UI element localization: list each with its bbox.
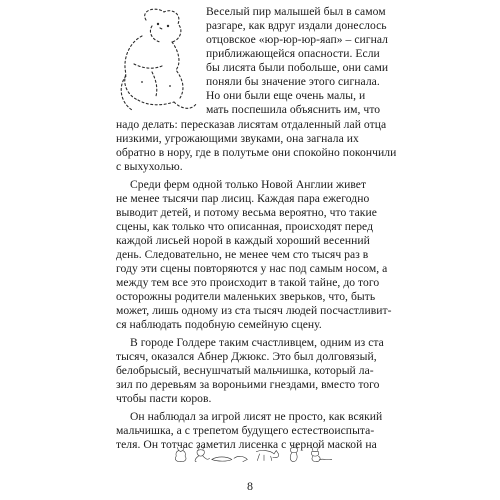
- text-line: осторожны родители маленьких зверьков, что, быть: [116, 290, 376, 303]
- text-line: белобрысый, веснушчатый мальчишка, который ла-: [116, 364, 374, 377]
- text-line: В городе Голдере таким счастливцем, одним из ста: [130, 336, 384, 349]
- fox-sketch-illustration: [112, 6, 202, 118]
- text-line: разгаре, как вдруг издали донеслось: [206, 19, 387, 32]
- text-line: с выхухолью.: [116, 160, 183, 173]
- text-line: поняли бы значение этого сигнала.: [206, 75, 380, 88]
- text-line: чтобы пасти коров.: [116, 392, 212, 405]
- text-line: сцены, как только что описанная, происходят перед: [116, 220, 374, 233]
- text-line: между тем все это происходит в такой тайне, до того: [116, 276, 380, 289]
- text-line: низкими, угрожающими звуками, она загнала их: [116, 132, 359, 145]
- text-line: году эти сцены повторяются у нас под самым носом, а: [116, 262, 388, 275]
- text-line: Веселый пир малышей был в самом: [206, 5, 386, 18]
- text-line: обратно в нору, где в полутьме они спокойно покончили: [116, 146, 397, 159]
- text-line: надо делать: пересказав лисятам отдаленный лай отца: [116, 118, 387, 131]
- text-line: ся наблюдать подобную семейную сцену.: [116, 318, 322, 331]
- fox-cubs-illustration: [108, 445, 400, 475]
- text-line: может, лишь одному из ста тысяч людей посчастливит-: [116, 304, 392, 317]
- text-line: каждой лисьей норой в каждый хороший весенний: [116, 234, 370, 247]
- text-line: день. Следовательно, не менее чем сто тысяч раз в: [116, 248, 369, 261]
- text-line: приближающейся опасности. Если: [206, 47, 380, 60]
- page-number: 8: [247, 479, 253, 493]
- text-line: Он наблюдал за игрой лисят не просто, как всякий: [130, 410, 383, 423]
- text-line: Но они были еще очень малы, и: [206, 89, 366, 102]
- text-line: теля. Он тотчас заметил лисенка с черной маской на: [116, 438, 377, 451]
- text-line: зил по деревьям за вороньими гнездами, вместо того: [116, 378, 380, 391]
- text-line: тысяч, оказался Абнер Джюкс. Это был долговязый,: [116, 350, 377, 363]
- text-line: мать поспешила объяснить им, что: [206, 103, 381, 116]
- text-line: Среди ферм одной только Новой Англии живет: [130, 178, 367, 191]
- text-line: отцовское «юр-юр-юр-яап» – сигнал: [206, 33, 388, 46]
- text-line: выводит детей, и потому весьма вероятно, что такие: [116, 206, 377, 219]
- text-line: бы лисята были побольше, они сами: [206, 61, 389, 74]
- text-line: не менее тысячи пар лисиц. Каждая пара ежегодно: [116, 192, 370, 205]
- text-line: мальчишка, а с трепетом будущего естествоиспыта-: [116, 424, 375, 437]
